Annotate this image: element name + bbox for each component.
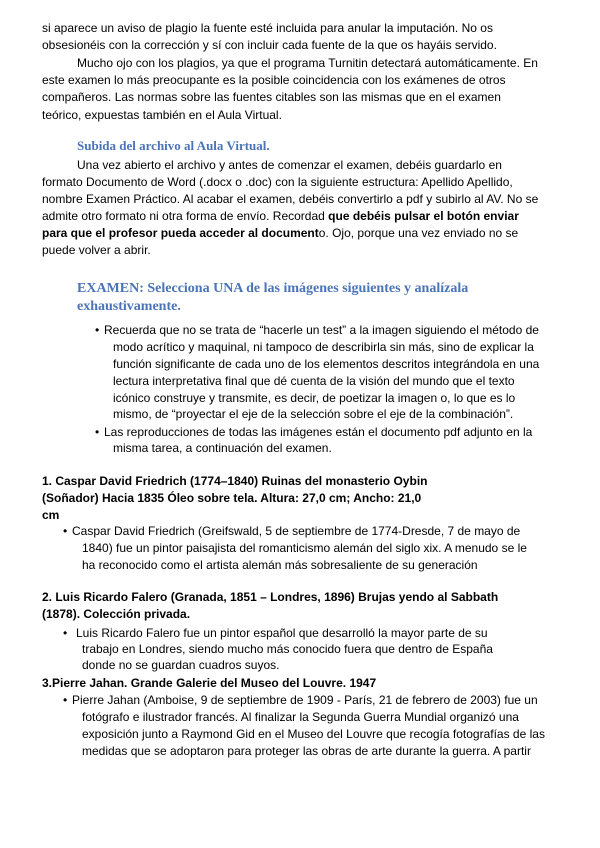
- upload-line-5-bold: para que el profesor pueda acceder al document: [42, 226, 319, 240]
- item-2-desc-line-1: Luis Ricardo Falero fue un pintor español que desarrolló la mayor parte de su: [76, 626, 488, 640]
- item-3-desc-line-2: fotógrafo e ilustrador francés. Al finalizar la Segunda Guerra Mundial organizó una: [82, 710, 519, 724]
- item-3-desc-line-1: Pierre Jahan (Amboise, 9 de septiembre de 1909 - París, 21 de febrero de 2003) fue un: [72, 693, 538, 707]
- exam-bullet-1-line-1: Recuerda que no se trata de “hacerle un test” a la imagen siguiendo el método de: [104, 323, 539, 337]
- item-3-desc-line-3: exposición junto a Raymond Gid en el Museo del Louvre que recogía fotografías de las: [82, 727, 545, 741]
- upload-line-4: [42, 208, 519, 224]
- item-1-title-line-1: 1. Caspar David Friedrich (1774–1840) Ruinas del monasterio Oybin: [42, 474, 428, 488]
- exam-bullet-2-line-1: Las reproducciones de todas las imágenes están el documento pdf adjunto en la: [104, 425, 533, 439]
- bullet-icon: •: [63, 626, 68, 640]
- item-2-title-line-2: (1878). Colección privada.: [42, 607, 191, 621]
- exam-heading-line-1: EXAMEN: Selecciona UNA de las imágenes siguientes y analízala: [77, 281, 469, 296]
- upload-line-4-bold: que debéis pulsar el botón enviar: [328, 209, 519, 223]
- exam-bullet-1-line-4: lectura interpretativa final que dé cuenta de la visión del mundo que el texto: [113, 374, 515, 388]
- exam-bullet-1-line-6: mismo, de “proyectar el eje de la selección sobre el eje de la combinación”.: [113, 407, 514, 421]
- bullet-icon: •: [63, 524, 68, 538]
- upload-line-3: nombre Examen Práctico. Al acabar el examen, debéis convertirlo a pdf y subirlo al AV. No se: [42, 192, 539, 206]
- intro-line-2: obsesionéis con la corrección y sí con incluir cada fuente de la que os hayáis servido.: [42, 38, 497, 52]
- exam-bullet-1-line-2: modo acrítico y maquinal, ni tampoco de describirla sin más, sino de explicar la: [113, 340, 534, 354]
- item-1-desc-line-2: 1840) fue un pintor paisajista del romanticismo alemán del siglo xix. A menudo se le: [82, 541, 527, 555]
- upload-line-1: Una vez abierto el archivo y antes de comenzar el examen, debéis guardarlo en: [77, 158, 502, 172]
- exam-heading-line-2: exhaustivamente.: [77, 299, 181, 314]
- upload-line-4-plain: admite otro formato ni otra forma de envío. Recordad: [42, 209, 329, 223]
- item-2-title-line-1: 2. Luis Ricardo Falero (Granada, 1851 – Londres, 1896) Brujas yendo al Sabbath: [42, 590, 499, 604]
- upload-line-6: puede volver a abrir.: [42, 243, 151, 257]
- exam-bullet-1-line-3: función significante de cada uno de los elementos descritos integrándola en una: [113, 357, 540, 371]
- intro-line-1: si aparece un aviso de plagio la fuente esté incluida para anular la imputación. No os: [42, 21, 493, 35]
- upload-line-5: [42, 225, 518, 241]
- item-1-title-line-2: (Soñador) Hacia 1835 Óleo sobre tela. Altura: 27,0 cm; Ancho: 21,0: [42, 491, 422, 505]
- intro-line-5: compañeros. Las normas sobre las fuentes citables son las mismas que en el examen: [42, 90, 501, 104]
- item-1-desc-line-1: Caspar David Friedrich (Greifswald, 5 de septiembre de 1774-Dresde, 7 de mayo de: [72, 524, 521, 538]
- item-3-desc-line-4: medidas que se adoptaron para proteger las obras de arte durante la guerra. A partir: [82, 744, 531, 758]
- intro-line-6: teórico, expuestas también en el Aula Virtual.: [42, 108, 282, 122]
- bullet-icon: •: [95, 425, 100, 439]
- intro-line-4: este examen lo más preocupante es la posible coincidencia con los exámenes de otros: [42, 73, 506, 87]
- item-1-desc-line-3: ha reconocido como el artista alemán más sobresaliente de su generación: [82, 558, 478, 572]
- intro-line-3: Mucho ojo con los plagios, ya que el programa Turnitin detectará automáticamente. En: [77, 56, 538, 70]
- item-3-title: 3.Pierre Jahan. Grande Galerie del Museo del Louvre. 1947: [42, 676, 377, 690]
- upload-line-2: formato Documento de Word (.docx o .doc) con la siguiente estructura: Apellido Apellido,: [42, 175, 513, 189]
- bullet-icon: •: [63, 693, 68, 707]
- item-2-desc-line-2: trabajo en Londres, siendo mucho más conocido fuera que dentro de España: [82, 642, 493, 656]
- exam-bullet-2-line-2: misma tarea, a continuación del examen.: [113, 441, 332, 455]
- exam-bullet-1-line-5: icónico construye y transmite, es decir, de poetizar la imagen o, lo que es lo: [113, 391, 516, 405]
- bullet-icon: •: [95, 323, 100, 337]
- item-2-desc-line-3: donde no se guardan cuadros suyos.: [82, 658, 280, 672]
- upload-line-5-plain: o. Ojo, porque una vez enviado no se: [318, 226, 519, 240]
- upload-heading: Subida del archivo al Aula Virtual.: [77, 138, 270, 153]
- item-1-title-line-3: cm: [42, 508, 60, 522]
